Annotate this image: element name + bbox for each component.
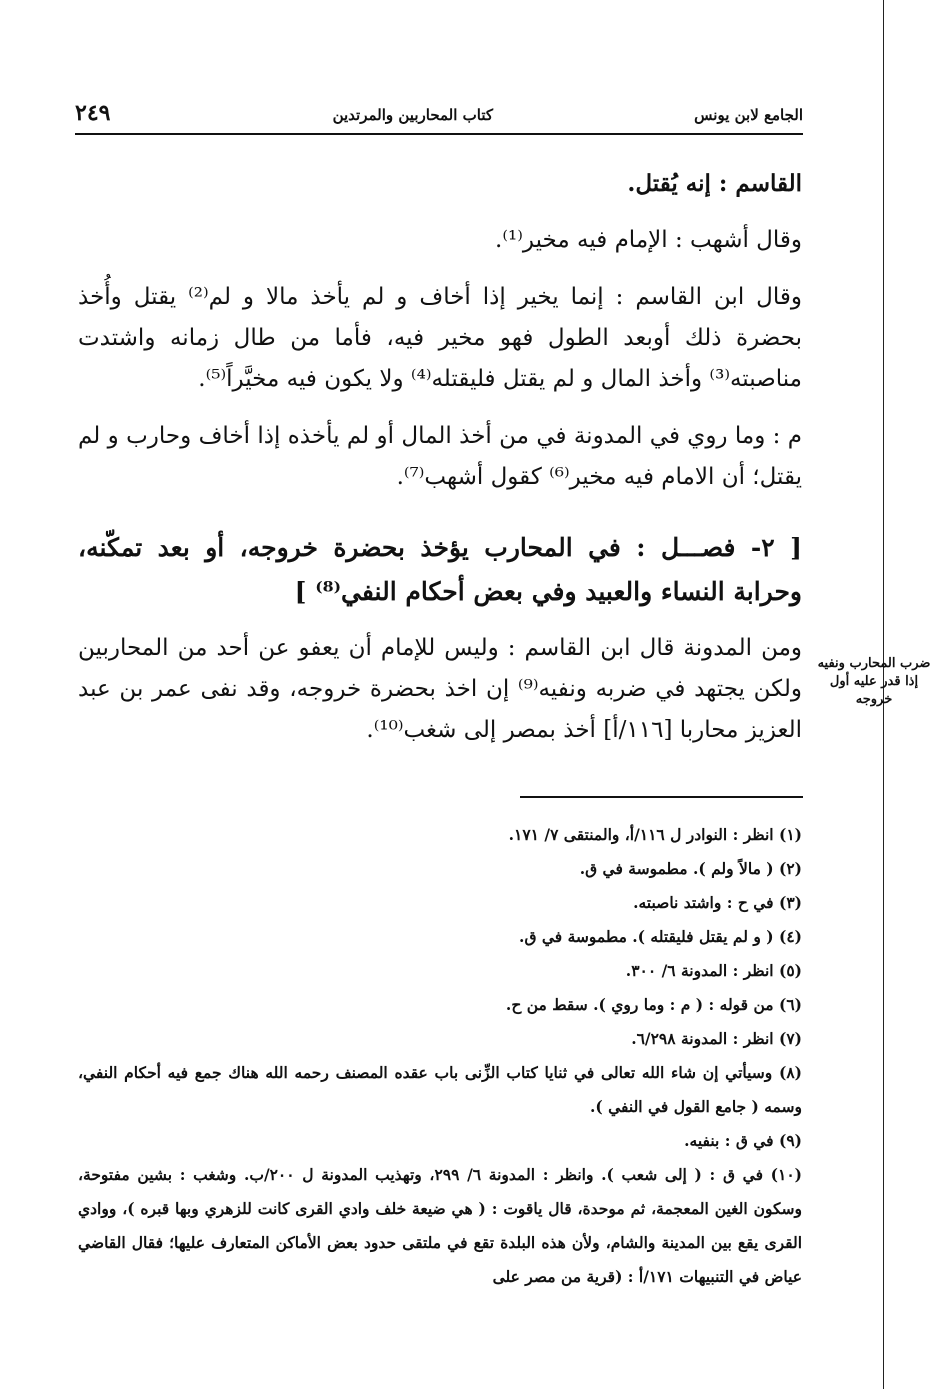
main-text <box>78 163 802 767</box>
paragraph-5: ومن المدونة قال ابن القاسم : وليس للإمام أن يعفو عن أحد من المحاربين ولكن يجتهد في ضربه ونفيه⁽⁹⁾ إن اخذ بحضرة خروجه، وقد نفى عمر بن عبد العزيز محاربا [١١٦/أ] أخذ بمصر إلى شغب⁽¹⁰⁾. <box>78 635 802 743</box>
footnote: (٣) في ح : واشتد ناصبته. <box>633 893 802 912</box>
paragraph-2: وقال أشهب : الإمام فيه مخير⁽¹⁾. <box>495 227 802 253</box>
footnote-separator <box>520 796 803 798</box>
running-header <box>75 100 803 130</box>
footnote: (٤) ( و لم يقتل فليقتله ). مطموسة في ق. <box>519 927 802 946</box>
footnote: (١٠) في ق : ( إلى شعب ). وانظر : المدونة ٦/ ٢٩٩، وتهذيب المدونة ل ٢٠٠/ب. وشغب : بشين مفتوحة، وسكون الغين المعجمة، ثم موحدة، قال ياقوت : ( هي ضيعة خلف وادي القرى كانت للزهري وبها قبره )، ووادي القرى يقع بين المدينة والشام، ولأن هذه البلدة تقع في ملتقى حدود بعض الأماكن المتعارف عليها؛ فقال القاضي عياض في التنبيهات ١٧١/أ : (قرية من مصر على <box>78 1165 803 1286</box>
footnotes <box>78 818 802 1294</box>
header-rule <box>75 133 803 135</box>
header-chapter-title: كتاب المحاربين والمرتدين <box>332 106 493 124</box>
section-heading: [ ٢- فصـــل : في المحارب يؤخذ بحضرة خروجه، أو بعد تمكّنه، وحرابة النساء والعبيد وفي بعض أحكام النفي⁽⁸⁾ ] <box>78 533 802 606</box>
footnote: (٨) وسيأتي إن شاء الله تعالى في ثنايا كتاب الزِّنى باب عقده المصنف رحمه الله هناك جمع فيه أحكام النفي، وسمه ( جامع القول في النفي ). <box>78 1063 802 1116</box>
footnote: (٢) ( مالاً ولم ). مطموسة في ق. <box>579 859 802 878</box>
paragraph-4: م : وما روي في المدونة في من أخذ المال أو لم يأخذه إذا أخاف وحارب و لم يقتل؛ أن الامام فيه مخير⁽⁶⁾ كقول أشهب⁽⁷⁾. <box>78 423 802 490</box>
page-number: ٢٤٩ <box>75 100 111 126</box>
footnote: (٦) من قوله : ( م : وما روي ). سقط من ح. <box>505 995 802 1014</box>
footnote: (٩) في ق : بنفيه. <box>684 1131 802 1150</box>
margin-note: ضرب المحارب ونفيه إذا قدر عليه أول خروجه <box>817 656 931 707</box>
footnote: (٥) انظر : المدونة ٦/ ٣٠٠. <box>625 961 802 980</box>
paragraph-1: القاسم : إنه يُقتل. <box>627 170 802 197</box>
footnote: (٧) انظر : المدونة ٦/٢٩٨. <box>631 1029 802 1048</box>
header-book-title: الجامع لابن يونس <box>694 106 803 124</box>
paragraph-3: وقال ابن القاسم : إنما يخير إذا أخاف و لم يأخذ مالا و لم⁽²⁾ يقتل وأُخذ بحضرة ذلك أوبعد الطول فهو مخير فيه، فأما من طال زمانه واشتدت مناصبته⁽³⁾ وأخذ المال و لم يقتل فليقتله⁽⁴⁾ ولا يكون فيه مخيَّراً⁽⁵⁾. <box>78 284 802 392</box>
footnote: (١) انظر : النوادر ل ١١٦/أ، والمنتقى ٧/ ١٧١. <box>508 825 802 844</box>
